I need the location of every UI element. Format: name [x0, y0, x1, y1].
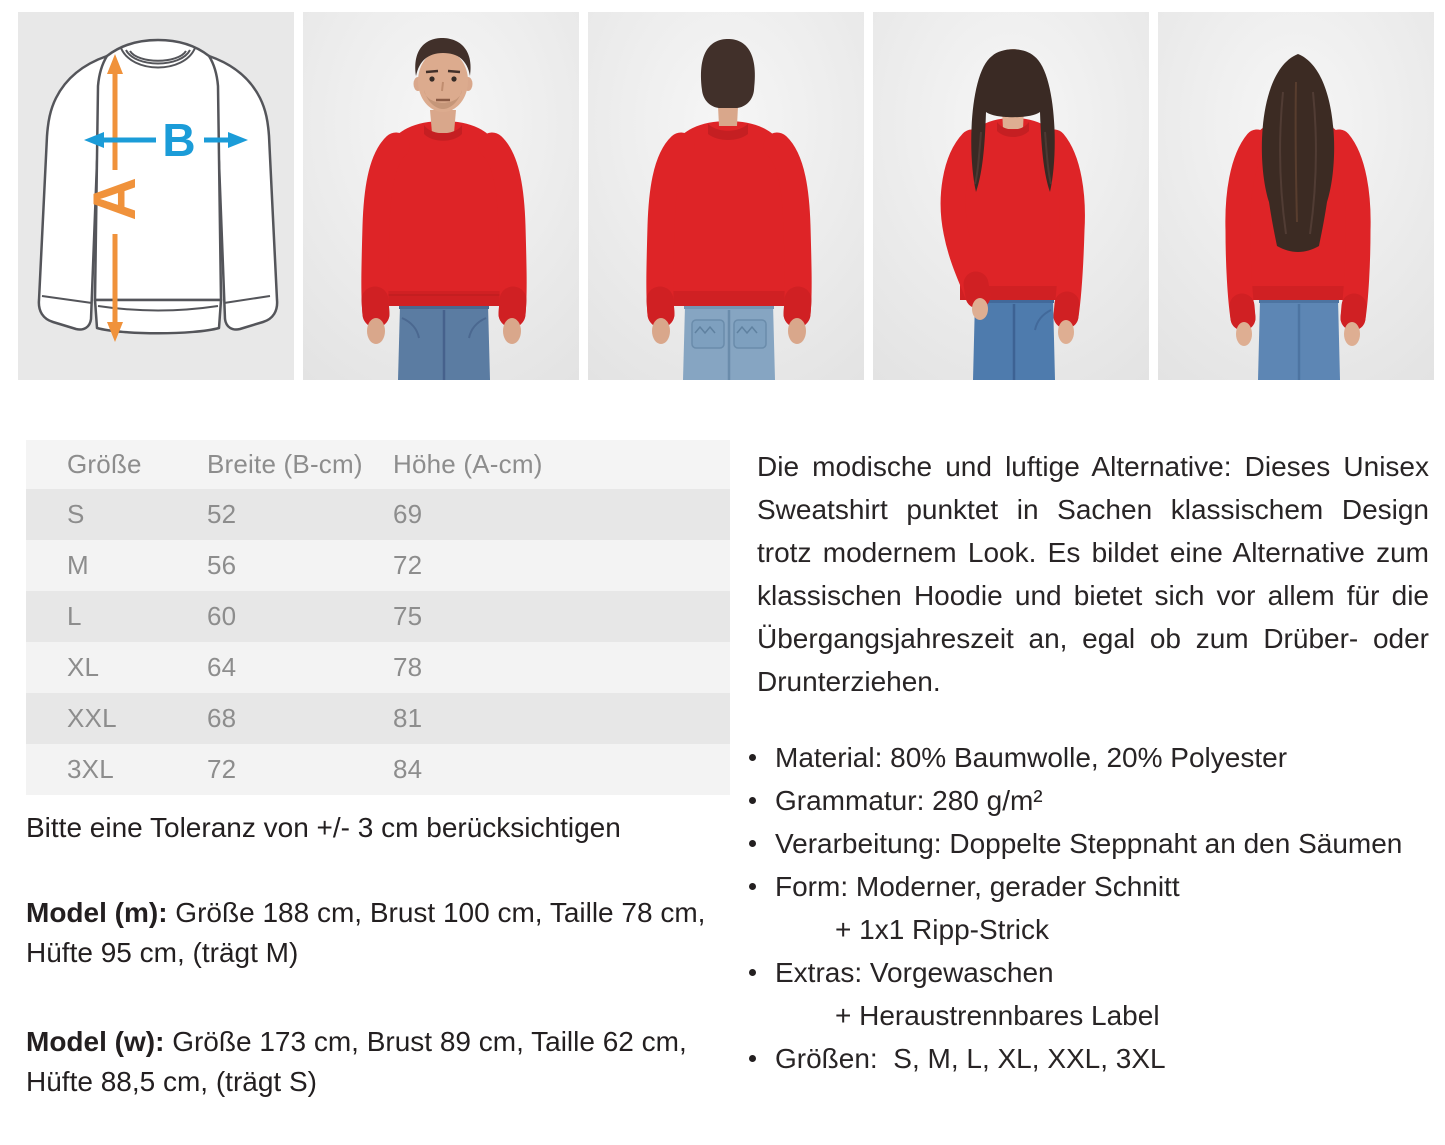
bullet-icon: [749, 1055, 756, 1062]
size-table: [26, 440, 730, 795]
feature-text: Verarbeitung: Doppelte Steppnaht an den Säumen: [775, 828, 1403, 859]
model-m-text: Größe 188 cm, Brust 100 cm, Taille 78 cm, Hüfte 95 cm, (trägt M): [26, 897, 706, 968]
model-w-info: [26, 1022, 726, 1102]
table-cell: 69: [393, 499, 423, 529]
table-cell: 78: [393, 652, 423, 682]
table-cell: 64: [207, 652, 237, 682]
list-item: [749, 822, 1429, 865]
bullet-icon: [749, 797, 756, 804]
male-back-photo: [588, 12, 864, 380]
gallery-item-female-back[interactable]: [1158, 12, 1434, 382]
feature-text: Größen: S, M, L, XL, XXL, 3XL: [775, 1043, 1166, 1074]
product-gallery: [0, 0, 1445, 382]
list-item: [749, 865, 1429, 908]
table-cell: 72: [207, 754, 237, 784]
gallery-item-male-back[interactable]: [588, 12, 864, 382]
table-cell: XXL: [67, 703, 117, 733]
bullet-icon: [749, 883, 756, 890]
table-cell: 72: [393, 550, 423, 580]
list-item: [749, 736, 1429, 779]
model-w-text: Größe 173 cm, Brust 89 cm, Taille 62 cm, Hüfte 88,5 cm, (trägt S): [26, 1026, 687, 1097]
gallery-item-size-diagram[interactable]: [18, 12, 294, 382]
list-item: [749, 1037, 1429, 1080]
size-table-header-groesse: Größe: [67, 449, 142, 479]
measure-label-b: B: [162, 114, 196, 166]
table-cell: 60: [207, 601, 237, 631]
table-row: [26, 642, 730, 693]
feature-text: Material: 80% Baumwolle, 20% Polyester: [775, 742, 1288, 773]
table-cell: 3XL: [67, 754, 114, 784]
table-cell: 56: [207, 550, 237, 580]
bullet-icon: [749, 840, 756, 847]
feature-text: + 1x1 Ripp-Strick: [835, 914, 1049, 945]
model-m-info: [26, 893, 726, 973]
table-row: [26, 489, 730, 540]
table-cell: 68: [207, 703, 237, 733]
model-w-label: Model (w):: [26, 1026, 165, 1057]
table-row: [26, 540, 730, 591]
female-back-photo: [1158, 12, 1434, 380]
table-cell: 81: [393, 703, 423, 733]
model-m-label: Model (m):: [26, 897, 168, 928]
size-table-header-breite: Breite (B-cm): [207, 449, 363, 479]
tolerance-note: Bitte eine Toleranz von +/- 3 cm berücksichtigen: [26, 812, 621, 843]
table-cell: M: [67, 550, 89, 580]
table-cell: L: [67, 601, 82, 631]
table-cell: XL: [67, 652, 100, 682]
size-info-column: [26, 440, 730, 1102]
table-cell: 75: [393, 601, 423, 631]
size-table-header-hoehe: Höhe (A-cm): [393, 449, 543, 479]
feature-text: Extras: Vorgewaschen: [775, 957, 1054, 988]
table-row: [26, 744, 730, 795]
table-cell: 84: [393, 754, 423, 784]
bullet-icon: [749, 754, 756, 761]
feature-text: + Heraustrennbares Label: [835, 1000, 1160, 1031]
list-item-continuation: [749, 994, 1429, 1037]
feature-text: Grammatur: 280 g/m²: [775, 785, 1043, 816]
gallery-item-female-front[interactable]: [873, 12, 1149, 382]
list-item: [749, 951, 1429, 994]
bullet-icon: [749, 969, 756, 976]
male-front-photo: [303, 12, 579, 380]
list-item-continuation: [749, 908, 1429, 951]
measure-label-a: A: [81, 177, 148, 221]
feature-list: [749, 736, 1429, 1080]
size-table-header-row: [26, 440, 730, 489]
table-row: [26, 693, 730, 744]
product-description: Die modische und luftige Alternative: Dieses Unisex Sweatshirt punktet in Sachen klassischem Design trotz modernem Look. Es bildet eine Alternative zum klassischen Hoodie und bietet sich vor allem für die Übergangsjahreszeit an, egal ob zum Drüber- oder Drunterziehen.: [757, 451, 1429, 697]
size-diagram-illustration: [18, 12, 294, 380]
gallery-item-male-front[interactable]: [303, 12, 579, 382]
table-cell: 52: [207, 499, 237, 529]
product-info-section: [26, 440, 1445, 1102]
list-item: [749, 779, 1429, 822]
description-column: [757, 440, 1429, 1102]
table-row: [26, 591, 730, 642]
female-front-photo: [873, 12, 1149, 380]
table-cell: S: [67, 499, 85, 529]
feature-text: Form: Moderner, gerader Schnitt: [775, 871, 1180, 902]
